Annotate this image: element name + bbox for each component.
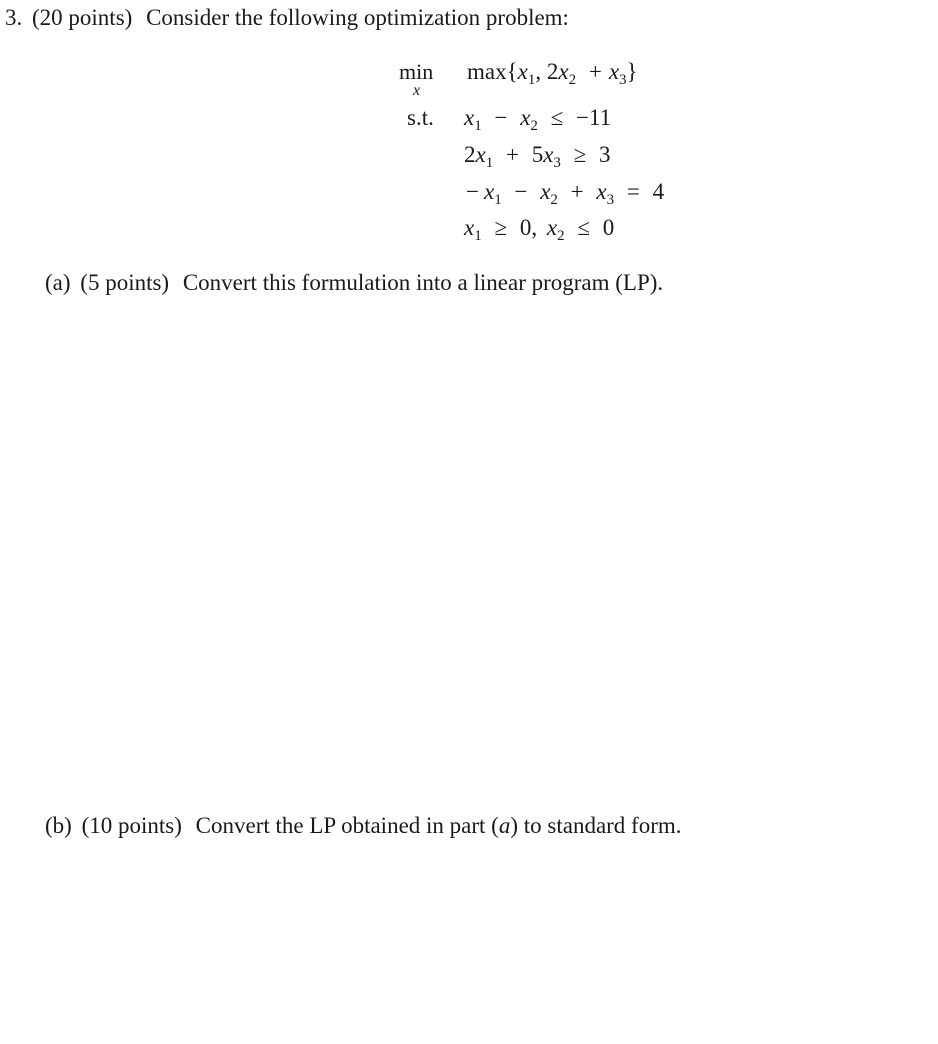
objective-function: $\max\{x_1$, $2x_2 + x_3$} — [467, 59, 638, 88]
part-b — [45, 814, 682, 837]
question-points: (20 points) — [32, 5, 133, 30]
question-header — [5, 6, 569, 29]
question-intro: Consider the following optimization problem: — [146, 5, 569, 30]
constraint-3: − $x_1 - x_2 + x_3 = 4$ — [466, 179, 665, 208]
min-variable: x — [413, 82, 421, 99]
constraint-2: $2x_1 + 5x_3 \ge 3$ — [464, 142, 611, 171]
part-b-points: (10 points) — [81, 813, 182, 838]
part-a-points: (5 points) — [80, 270, 170, 295]
part-a-label: (a) — [45, 270, 71, 295]
subject-to-label: s.t. — [407, 105, 434, 130]
question-number: 3. — [5, 5, 23, 30]
min-label: min — [399, 59, 434, 84]
part-a-text: Convert this formulation into a linear program (LP). — [182, 270, 664, 295]
constraint-4: $x_1 \ge 0$, $x_2 \le 0$ — [464, 215, 615, 244]
part-b-text: Convert the LP obtained in part (a) to standard form. — [195, 813, 682, 838]
part-b-label: (b) — [45, 813, 72, 838]
part-a — [45, 271, 663, 294]
constraint-1: $x_1 - x_2 \le -11$ — [464, 105, 612, 134]
